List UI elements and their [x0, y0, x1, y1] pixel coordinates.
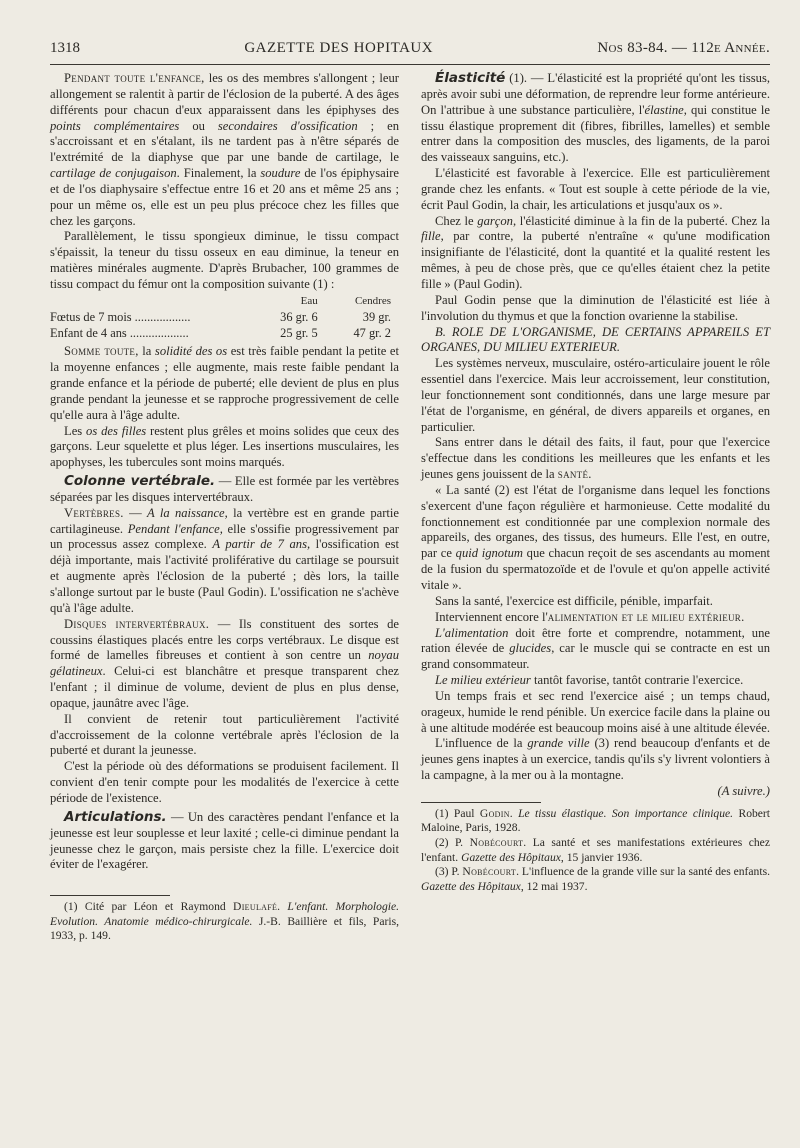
text-run: « La santé (2) est l'état de l'organisme dans lequel les fonctions s'exercent d'une façon régulière et harmonieuse. Cette modalité du fonctionnement est conditionnée par une complexion normale des appareils, des organes, des tissus, des humeurs. Elle l'est, en outre, par ce: [421, 482, 770, 561]
paragraph-systems: Les systèmes nerveux, musculaire, ostéro-articulaire jouent le rôle essentiel dans l'exercice. Mais leur accroissement, leur constitution, leur fonctionnement sont conditionnés, dans une large mesure par l'état de l'organisme, en général, de divers appareils et organes, en particulier.: [421, 356, 770, 434]
header-rule: [50, 64, 770, 65]
emphasis: élastine: [644, 102, 684, 117]
emphasis: L'enfant. Morphologie. Evolution. Anatomie médico-chirurgicale.: [50, 900, 400, 928]
text-run: elle s'ossifie progressivement par un processus assez complexe.: [50, 521, 399, 552]
text-run: , 12 mai 1937.: [520, 879, 588, 893]
emphasis: Gazette des Hôpitaux: [461, 850, 561, 864]
issue-number: Nos 83-84. — 112e Année.: [597, 40, 770, 56]
text-run: .: [277, 900, 288, 914]
paragraph-deformations: C'est la période où des déformations se produisent facilement. Il convient d'en tenir compte pour les modalités de l'exercice à cette période de l'existence.: [50, 759, 399, 805]
text-run: J.-B. Baillière et fils, Paris, 1933, p. 149.: [50, 914, 399, 943]
text-run: . L'influence de la grande ville sur la santé des enfants.: [516, 865, 770, 879]
paragraph-health: [421, 435, 770, 483]
section-heading: Élasticité: [435, 70, 506, 86]
text-run: .: [509, 806, 519, 820]
table-header-row: [50, 294, 399, 310]
text-run: .: [588, 467, 592, 482]
lead-words: Pendant toute l'enfance,: [64, 71, 205, 85]
row-label: Fœtus de 7 mois ..................: [50, 309, 191, 324]
text-run: restent plus grêles et moins solides que ceux des garçons. Leur squelette et plus léger. Les insertions musculaires, les apophyses, les tubercules sont moins marqués.: [50, 423, 399, 470]
text-run: ou: [179, 118, 218, 133]
paragraph-intervene: [421, 610, 770, 626]
text-run: ; en s'accroissant et en s'étalant, ils ne tardent pas à n'être séparés de l'extrémité de la diaphyse que par une bande de cartilage, le: [50, 118, 400, 165]
paragraph-alimentation: [421, 626, 770, 674]
cell-eau: 36 gr. 6: [280, 309, 318, 324]
text-run: L'influence de la: [435, 736, 528, 751]
paragraph-vertebrae: [50, 506, 399, 617]
footnote-3: [421, 865, 770, 894]
text-run: l'ossification est déjà importante, mais l'activité proliférative du cartilage se poursuit et augmente après l'éclosion de la puberté ; dès lors, la taille s'allonge surtout par le buste (Paul Godin). L'ossification ne s'achève qu'à l'âge adulte.: [50, 537, 399, 615]
cell-cendres: 39 gr.: [362, 309, 391, 324]
footnote-2: [421, 836, 770, 865]
emphasis: fille: [421, 229, 441, 244]
section-heading: Colonne vertébrale.: [64, 473, 216, 490]
row-label: Enfant de 4 ans ...................: [50, 325, 189, 340]
text-run: — Un des caractères pendant l'enfance et la jeunesse est leur souplesse et leur laxité ; celle-ci diminue pendant la jeunesse chez le garçon, mais persiste chez la fille. L'exercice doit éviter de l'exagérer.: [50, 809, 399, 872]
author-name: Godin: [479, 806, 510, 820]
paragraph-disques: [50, 617, 399, 712]
emphasis: alimentation et le milieu extérieur: [547, 609, 742, 624]
emphasis: points complémentaires: [50, 118, 180, 133]
text-run: . La santé et ses manifestations extérieures chez l'enfant.: [421, 836, 770, 864]
footnote-rule: [421, 802, 541, 803]
paragraph-milieu: [421, 673, 770, 689]
text-run: Sans entrer dans le détail des faits, il faut, pour que l'exercice s'effectue dans les conditions les meilleures que les enfants et les jeunes gens jouissent de la: [421, 435, 770, 482]
table-row: [50, 310, 399, 326]
paragraph-weather: Un temps frais et sec rend l'exercice aisé ; un temps chaud, orageux, humide le rend pénible. Un exercice facile dans la plaine ou à une altitude modérée est beaucoup moins aisé à une altitude élevée.: [421, 688, 770, 735]
section-colonne-vertebrale: [50, 474, 399, 506]
subsection-heading-b: B. ROLE DE L'ORGANISME, DE CERTAINS APPAREILS ET ORGANES, DU MILIEU EXTERIEUR.: [421, 324, 770, 355]
cell-cendres: 47 gr. 2: [353, 325, 391, 340]
text-run: tantôt favorise, tantôt contrarie l'exercice.: [530, 673, 744, 688]
text-run: Les: [64, 423, 87, 438]
paragraph-bone-solidity: [50, 344, 399, 423]
text-run: , 15 janvier 1936.: [560, 850, 643, 864]
paragraph-spongy-tissue: Parallèlement, le tissu spongieux diminue, le tissu compact s'épaissit, la teneur du tissu osseux en eau diminue, la teneur en matières minérales augmente. D'après Brubacher, 100 grammes de tissu compact du fémur ont la composition suivante (1) :: [50, 229, 399, 291]
text-run: (3) P.: [435, 865, 463, 879]
paragraph-city: [421, 736, 770, 784]
to-be-continued: (A suivre.): [717, 783, 770, 798]
emphasis: Le milieu extérieur: [435, 673, 531, 688]
emphasis: os des filles: [86, 423, 147, 438]
text-run: , qui constitue le tissu élastique proprement dit (fibres, fibrilles, lamelles) et semble entrer dans la composition des muscles, des ligaments, de la paroi des vaisseaux sanguins, etc.).: [421, 102, 770, 165]
paragraph-retain: Il convient de retenir tout particulièrement l'activité d'accroissement de la colonne vertébrale après l'éclosion de la puberté et durant la jeunesse.: [50, 711, 399, 758]
emphasis: Gazette des Hôpitaux: [421, 879, 521, 893]
text-run: .: [741, 609, 745, 624]
left-column: [50, 71, 399, 944]
emphasis: noyau gélatineux: [50, 648, 399, 679]
journal-title: GAZETTE DES HOPITAUX: [244, 40, 434, 56]
section-articulations: [50, 810, 399, 873]
paragraph-girls-bones: [50, 424, 399, 472]
paragraph-elasticity-favorable: L'élasticité est favorable à l'exercice. Elle est particulièrement grande chez les enfants. « Tout est souple à cette période de la vie, écrit Paul Godin, la chair, les articulations et jusqu'aux os ».: [421, 166, 770, 212]
column-header-cendres: Cendres: [354, 294, 391, 307]
emphasis: solidité des os: [154, 344, 228, 359]
page-number: 1318: [50, 40, 80, 56]
emphasis: quid ignotum: [455, 546, 523, 561]
text-run: , car le muscle qui se contracte en est un grand consommateur.: [421, 641, 770, 672]
text-run: (2) P.: [435, 836, 470, 849]
two-columns: [50, 71, 770, 944]
emphasis: Pendant l'enfance,: [127, 521, 223, 536]
text-run: , par contre, la puberté n'entraîne « qu'une modification insignifiante de l'élasticité, dont la quantité et la qualité restent les mêmes, à peu de chose près, que ce qu'elles étaient chez la petite fille » (Paul Godin).: [421, 229, 770, 291]
lead-words: Vertèbres.: [64, 505, 124, 520]
table-row: [50, 326, 399, 342]
text-run: les os des membres s'allongent ; leur allongement se ralentit à partir de l'éclosion de la puberté. A des âges différents pour chacun d'eux apparaissent dans les épiphyses des: [50, 71, 399, 117]
emphasis: Le tissu élastique. Son importance clinique.: [518, 806, 734, 820]
lead-words: Disques intervertébraux.: [64, 616, 210, 631]
text-run: Chez le: [435, 213, 478, 228]
emphasis: L'alimentation: [435, 625, 509, 640]
right-column: [421, 71, 770, 944]
emphasis: A la naissance,: [147, 505, 228, 520]
emphasis: secondaires d'ossification: [217, 118, 358, 133]
author-name: Nobécourt: [469, 836, 524, 849]
text-run: que chacun reçoit de ses ascendants au moment de la fusion du spermatozoïde et de l'ovule et qu'on appelle activité vitale ».: [421, 546, 770, 592]
running-head: [50, 40, 770, 62]
footnote-1: [421, 807, 770, 836]
paragraph-health-quote: [421, 483, 770, 594]
text-run: la vertèbre est en grande partie cartilagineuse.: [50, 505, 400, 536]
text-run: (1) Paul: [435, 806, 480, 820]
paragraph-bones-growth: [50, 71, 399, 229]
text-run: — Elle est formée par les vertèbres séparées par les disques intervertébraux.: [50, 474, 399, 504]
text-run: doit être forte et comprendre, notamment, une ration élevée de: [421, 625, 770, 656]
text-run: Interviennent encore l': [435, 609, 548, 624]
text-run: est très faible pendant la petite et la moyenne enfances ; elle augmente, mais reste faible pendant la grande enfance et la période de puberté; elle devient de plus en plus grande pendant la jeunesse et se rapproche progressivement de celle qu'elle aura à l'âge adulte.: [50, 344, 400, 422]
text-run: —: [123, 505, 148, 520]
emphasis: glucides: [509, 641, 552, 656]
lead-words: Somme toute,: [64, 344, 139, 359]
emphasis: soudure: [260, 166, 301, 181]
author-name: Nobécourt: [462, 865, 517, 879]
emphasis: cartilage de conjugaison: [50, 166, 177, 181]
text-run: Robert Maloine, Paris, 1928.: [421, 806, 771, 835]
femur-composition-table: [50, 294, 399, 342]
text-run: (1) Cité par Léon et Raymond: [64, 900, 234, 914]
text-run: (1). — L'élasticité est la propriété qu'ont les tissus, après avoir subi une déformation, de reprendre leur forme antérieure. On l'attribue à une substance particulière, l': [421, 71, 770, 117]
text-run: la: [138, 344, 155, 359]
text-run: (3) rend beaucoup d'enfants et de jeunes gens inaptes à un exercice, tandis qu'ils s'y livrent volontiers à la campagne, à la mer ou à la montagne.: [421, 736, 770, 783]
emphasis: garçon: [477, 213, 513, 228]
column-header-eau: Eau: [300, 294, 318, 307]
footnote-rule: [50, 895, 170, 896]
footnote-1: [50, 900, 399, 944]
section-elasticite: [421, 71, 770, 166]
section-heading: Articulations.: [64, 808, 167, 825]
emphasis: santé: [557, 467, 589, 482]
text-run: . Finalement, la: [176, 166, 261, 181]
author-name: Dieulafé: [233, 900, 278, 914]
text-run: , l'élasticité diminue à la fin de la puberté. Chez la: [512, 213, 770, 228]
paragraph-thymus: Paul Godin pense que la diminution de l'élasticité est liée à l'involution du thymus et que la fonction ovarienne la stabilise.: [421, 292, 770, 323]
paragraph-boy-girl: [421, 214, 770, 293]
text-run: — Ils constituent des sortes de coussins élastiques placés entre les corps vertébraux. Le disque est formé de lamelles fibreuses et contient à son centre un: [50, 616, 399, 663]
text-run: . Celui-ci est blanchâtre et presque transparent chez l'enfant ; il diminue de volume, devient de plus en plus dense, opaque, jaunâtre avec l'âge.: [50, 664, 399, 710]
emphasis: grande ville: [527, 736, 590, 751]
paragraph-without-health: Sans la santé, l'exercice est difficile, pénible, imparfait.: [435, 593, 713, 608]
text-run: de l'os épiphysaire et de l'os diaphysaire s'effectue entre 16 et 20 ans et même 25 ans ; pour un même os, elle est un peu plus précoce chez les filles que chez les garçons.: [50, 166, 399, 228]
cell-eau: 25 gr. 5: [280, 325, 318, 340]
emphasis: A partir de 7 ans,: [212, 537, 311, 552]
